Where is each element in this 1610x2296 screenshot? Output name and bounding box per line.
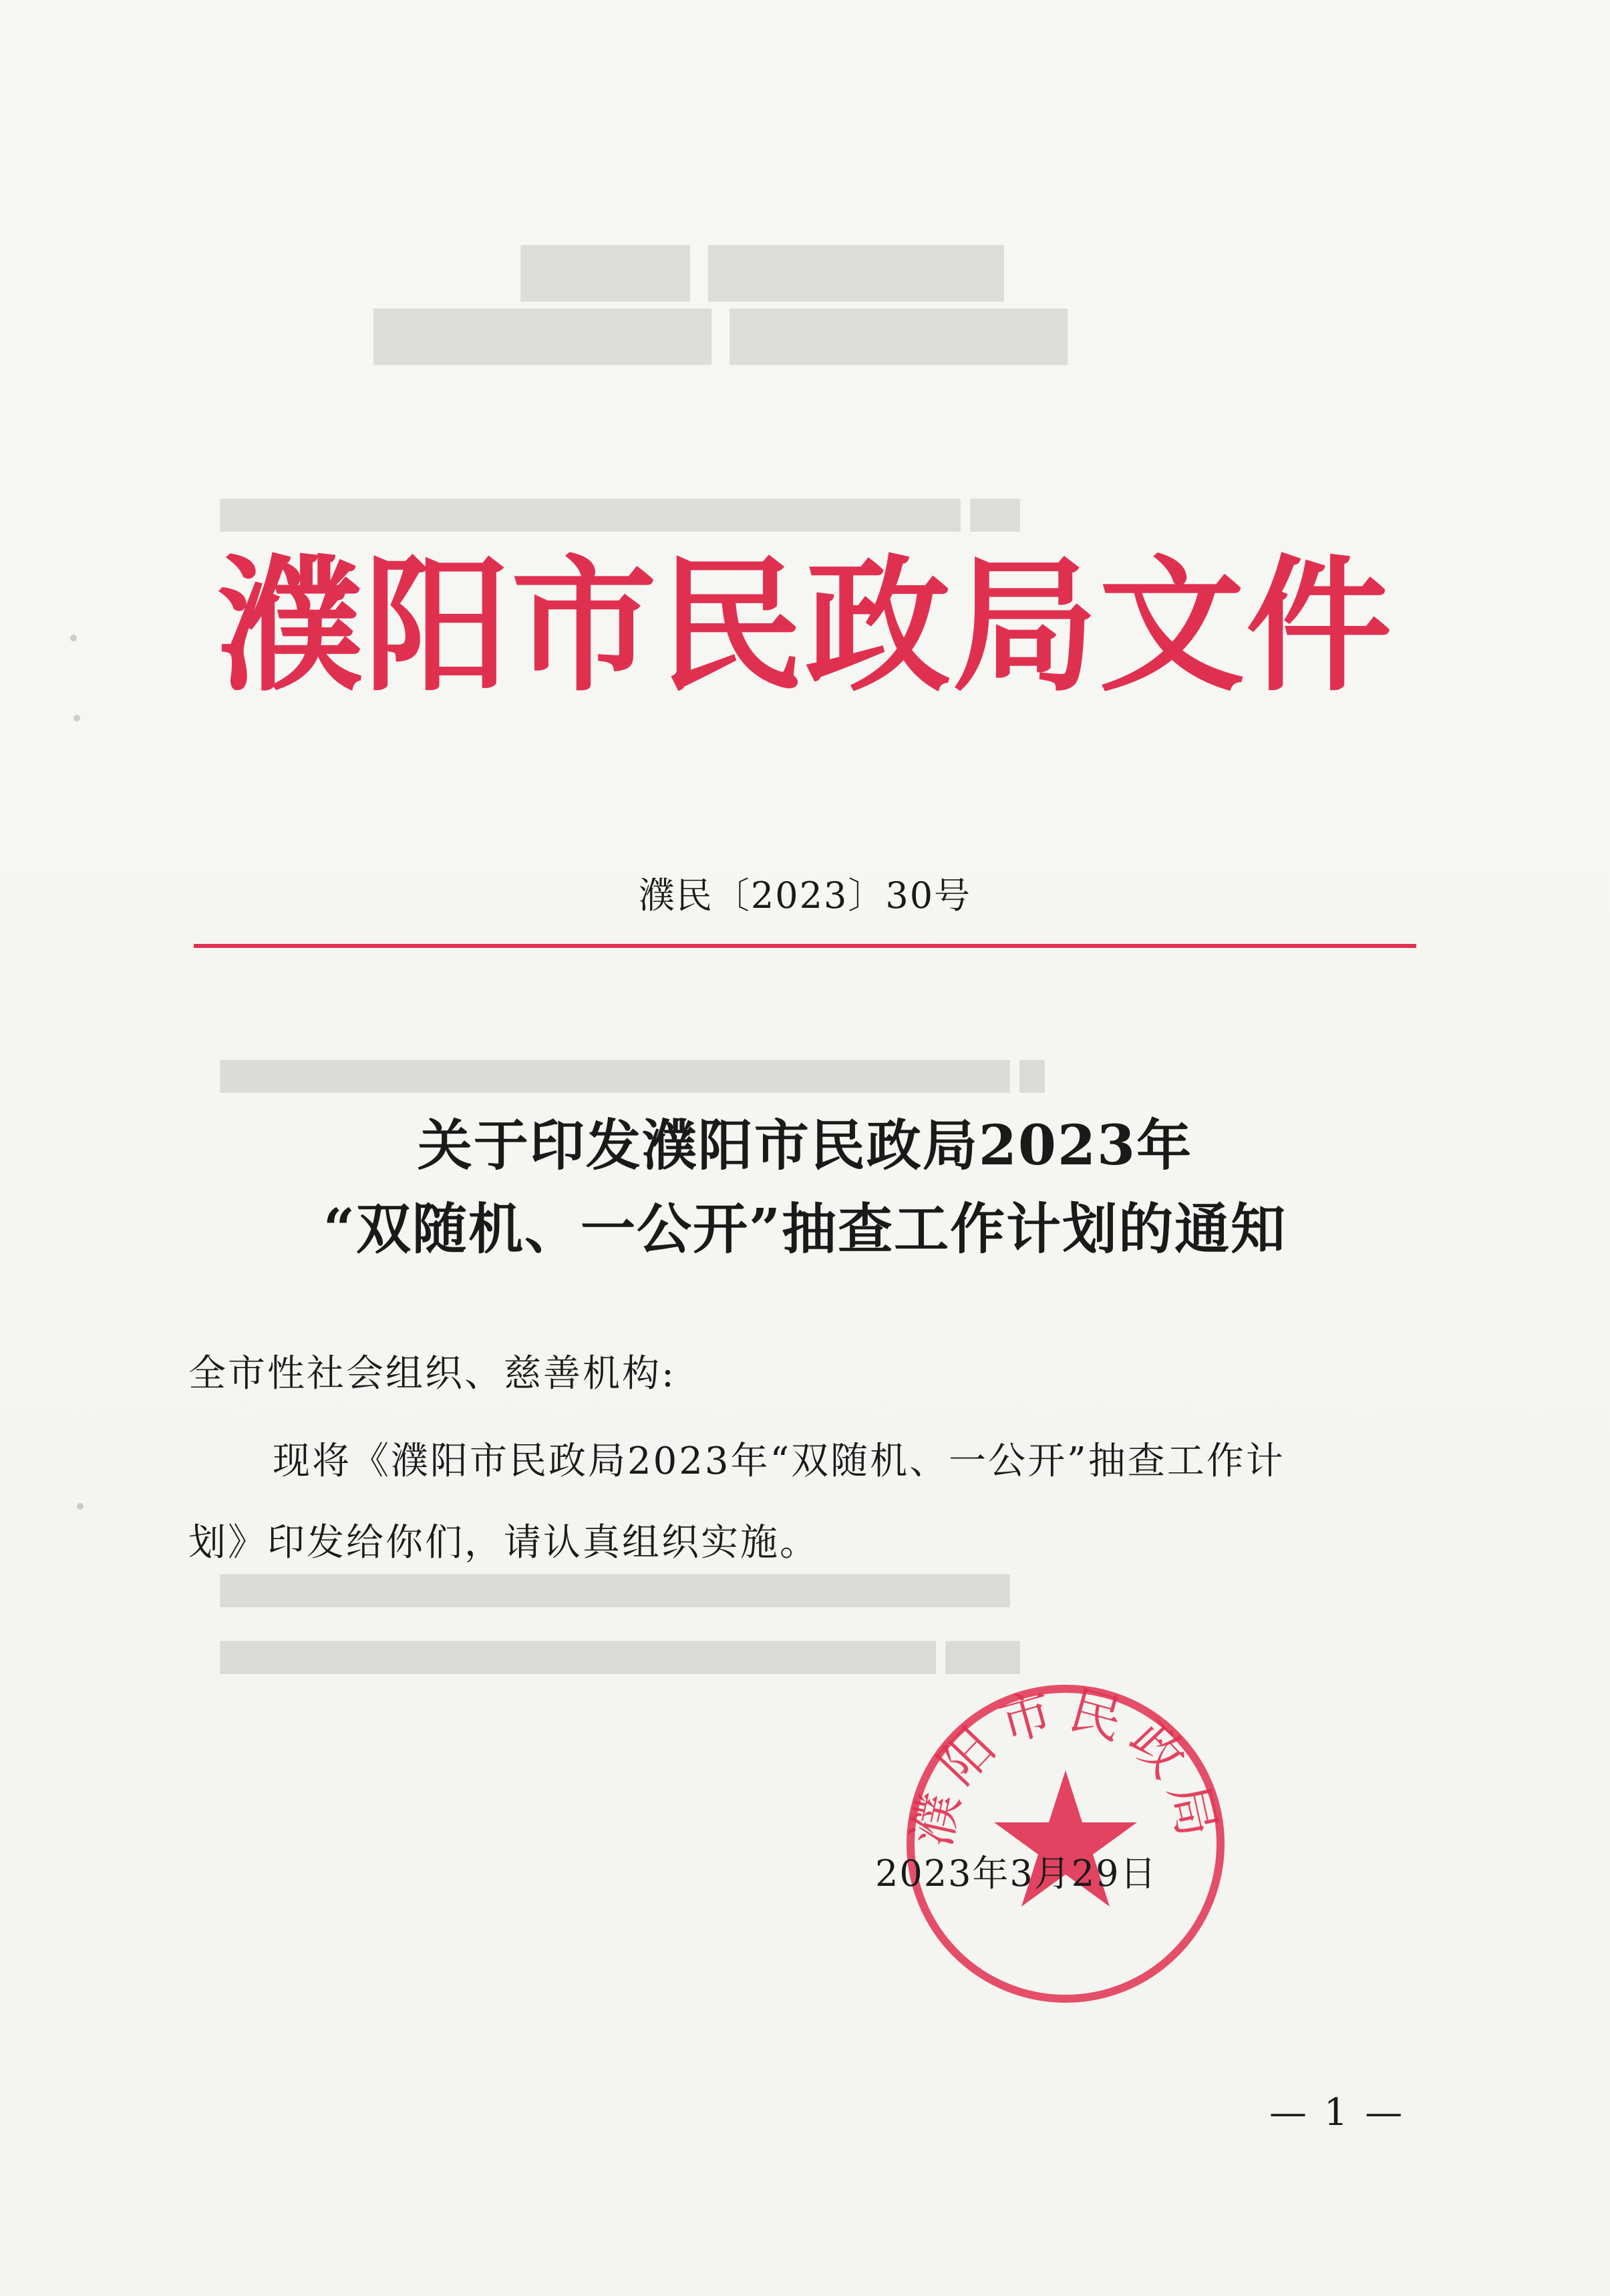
red-divider-line	[194, 944, 1416, 948]
notice-title-line-1: 关于印发濮阳市民政局2023年	[417, 1114, 1193, 1178]
notice-title-line-2: “双随机、一公开”抽查工作计划的通知	[323, 1197, 1287, 1261]
body-paragraph-line-2: 划》印发给你们，请认真组织实施。	[188, 1521, 819, 1565]
body-paragraph-line-1: 现将《濮阳市民政局2023年“双随机、一公开”抽查工作计	[273, 1440, 1285, 1483]
binding-mark	[77, 1503, 84, 1510]
salutation: 全市性社会组织、慈善机构:	[188, 1352, 676, 1396]
document-number: 濮民〔2023〕30号	[638, 874, 972, 917]
document-date: 2023年3月29日	[875, 1852, 1158, 1895]
bleed-through-decoration: ▇▇ ▇▇▇▇▇▇▇▇▇▇▇▇▇▇▇▇▇▇▇▇▇▇▇▇▇▇▇▇▇▇	[220, 494, 1020, 532]
bleed-through-decoration: ▇▇▇▇▇▇▇▇▇▇▇▇▇▇▇▇▇▇▇▇▇▇▇▇▇▇▇▇▇▇▇▇	[220, 1570, 1010, 1607]
binding-mark	[73, 715, 80, 721]
bleed-through-decoration: ▇▇▇ ▇▇▇▇▇▇▇▇▇▇▇▇▇▇▇▇▇▇▇▇▇▇▇▇▇▇▇▇▇	[220, 1637, 1020, 1674]
bleed-through-decoration: ▇ ▇▇▇▇▇▇▇▇▇▇▇▇▇▇▇▇▇▇▇▇▇▇▇▇▇▇▇▇▇▇▇▇	[220, 1055, 1045, 1093]
bleed-through-decoration: ▇▇▇▇▇▇▇ ▇▇▇▇	[521, 237, 1004, 301]
official-seal-stamp	[892, 1670, 1239, 2017]
page-number: — 1 —	[1269, 2091, 1406, 2134]
document-header-title: 濮阳市民政局文件	[217, 542, 1393, 711]
bleed-through-decoration: ▇▇▇▇▇▇▇▇ ▇▇▇▇▇▇▇▇	[374, 301, 1068, 365]
seal-text: 濮阳市民政局	[901, 1679, 1230, 1852]
